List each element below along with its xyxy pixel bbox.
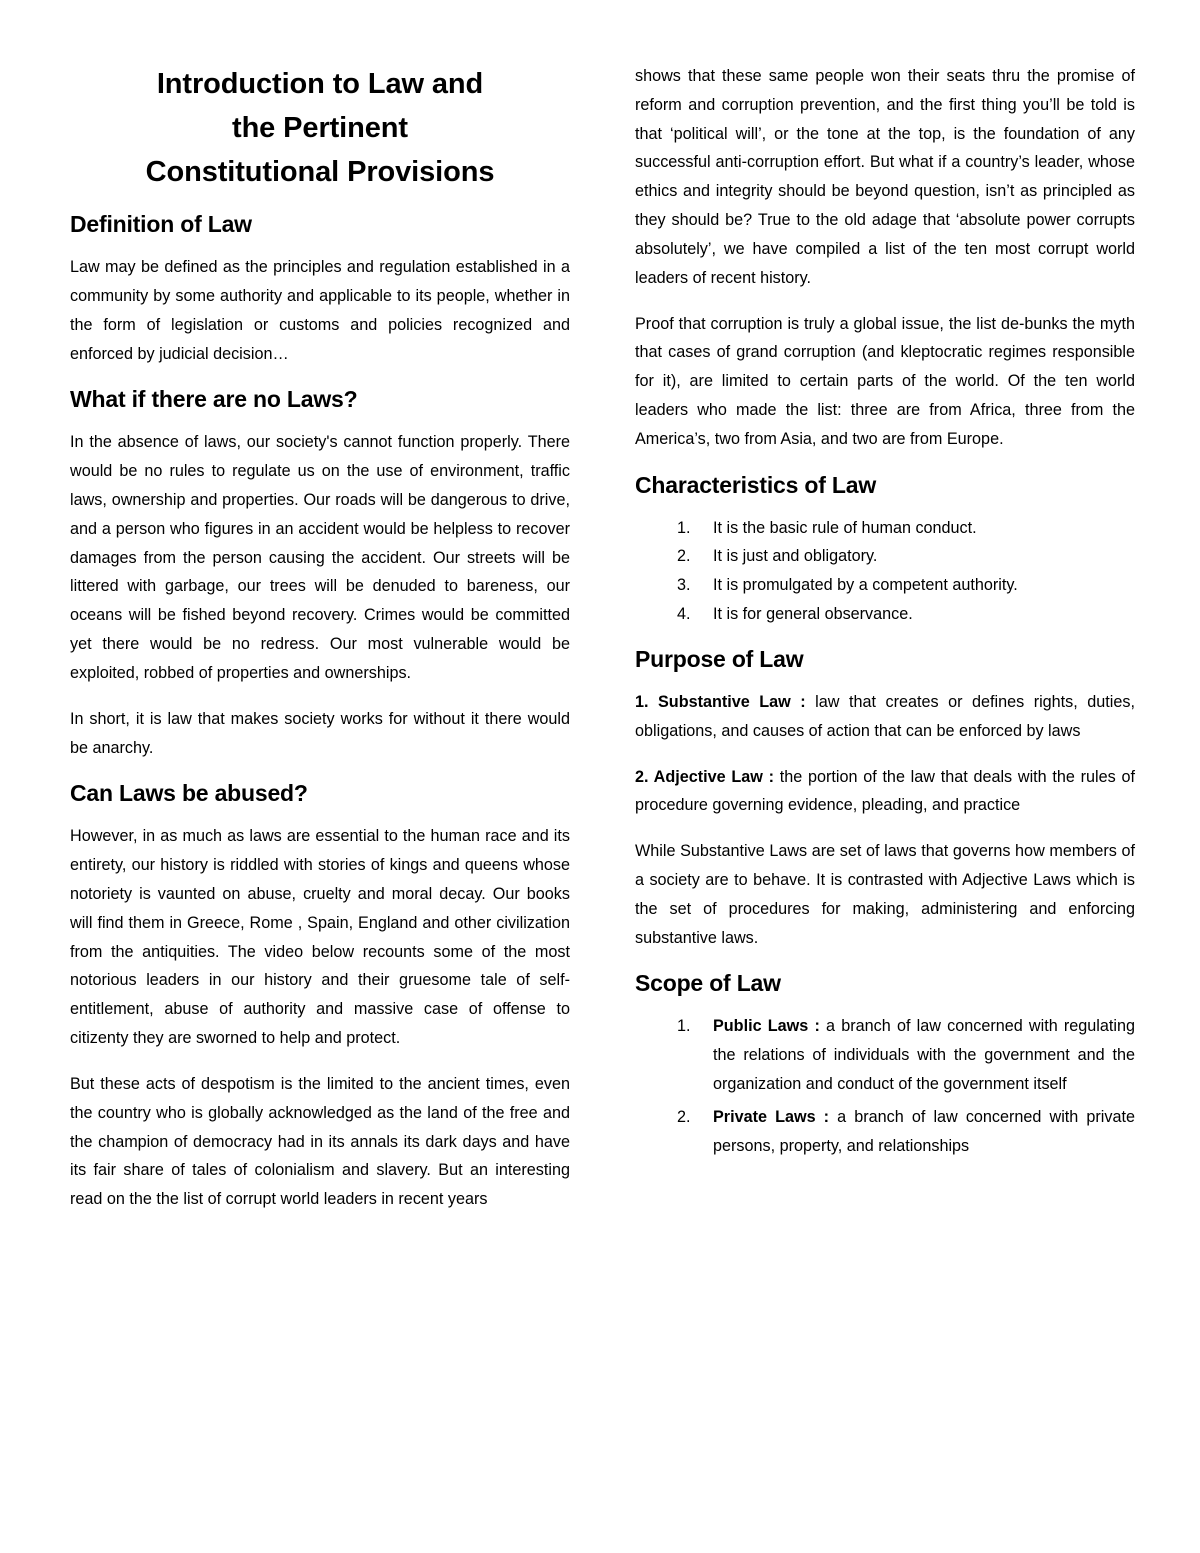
right-column (635, 62, 1135, 1171)
definition-substantive-law: law that creates or defines rights, duties, obligations, and causes of action that can be enforced by laws (635, 692, 1135, 740)
paragraph-laws-abused: However, in as much as laws are essential to the human race and its entirety, our history is riddled with stories of kings and queens whose notoriety is vaunted on abuse, cruelty and moral decay. Our books will find them in Greece, Rome , Spain, England and other civilization from the antiquities. The video below recounts some of the most notorious leaders in our history and their gruesome tale of self-entitlement, abuse of authority and massive case of offense to citizenty they are sworned to help and protect. (70, 827, 570, 1048)
title-line-3: Constitutional Provisions (145, 156, 495, 189)
term-adjective-law: 2. Adjective Law : (635, 767, 780, 786)
term-public-laws: Public Laws : (713, 1017, 827, 1036)
term-substantive-law: 1. Substantive Law : (635, 692, 816, 711)
paragraph-continuation: shows that these same people won their seats thru the promise of reform and corruption prevention, and the first thing you’ll be told is that ‘political will’, or the tone at the top, is the foundation of any successful anti-corruption effort. But what if a country’s leader, whose ethics and integrity should be beyond question, isn’t as principled as they should be? True to the old adage that ‘absolute power corrupts absolutely’, we have compiled a list of the ten most corrupt world leaders of recent history. (635, 67, 1135, 287)
heading-what-if-no-laws: What if there are no Laws? (70, 386, 358, 413)
list-item: It is the basic rule of human conduct. (713, 518, 977, 537)
paragraph-absence-of-laws: In the absence of laws, our society's cannot function properly. There would be no rules to regulate us on the use of environment, traffic laws, ownership and properties. Our roads will be dangerous to drive, and a person who figures in an accident would be helpless to recover damages from the person causing the accident. Our streets will be littered with garbage, our trees will be denuded to bareness, our oceans will be fished beyond recovery. Crimes would be committed yet there would be no redress. Our most vulnerable would be exploited, robbed of properties and ownerships. (70, 433, 570, 682)
list-item: It is for general observance. (713, 605, 913, 624)
list-item (635, 1103, 1135, 1161)
paragraph-substantive-vs-adjective: While Substantive Laws are set of laws that governs how members of a society are to behave. It is contrasted with Adjective Laws which is the set of procedures for making, administering and enforcing substantive laws. (635, 842, 1135, 947)
left-column (70, 62, 570, 1214)
definition-adjective-law: the portion of the law that deals with the rules of procedure governing evidence, pleading, and practice (635, 767, 1135, 815)
paragraph-in-short: In short, it is law that makes society works for without it there would be anarchy. (70, 709, 570, 757)
definition-private-laws: a branch of law concerned with private persons, property, and relationships (713, 1107, 1135, 1155)
title-line-2: the Pertinent (232, 112, 408, 145)
title-line-1: Introduction to Law and (156, 68, 484, 100)
paragraph-substantive-law (635, 688, 1135, 746)
definition-public-laws: a branch of law concerned with regulating the relations of individuals with the government and the organization and conduct of the government itself (713, 1017, 1135, 1094)
two-column-layout (70, 62, 1135, 1214)
list-item (635, 1012, 1135, 1098)
list-item: It is just and obligatory. (713, 547, 878, 566)
heading-characteristics-of-law: Characteristics of Law (635, 471, 877, 498)
heading-definition-of-law: Definition of Law (70, 211, 252, 238)
heading-scope-of-law: Scope of Law (635, 970, 781, 997)
heading-purpose-of-law: Purpose of Law (635, 645, 804, 672)
list-characteristics-of-law (635, 514, 1135, 629)
paragraph-despotism: But these acts of despotism is the limited to the ancient times, even the country who is globally acknowledged as the land of the free and the champion of democracy had in its annals its dark days and have its fair share of tales of colonialism and slavery. But an interesting read on the the list of corrupt world leaders in recent years (70, 1074, 570, 1209)
paragraph-proof-global-issue: Proof that corruption is truly a global issue, the list de-bunks the myth that cases of grand corruption (and kleptocratic regimes responsible for it), are limited to certain parts of the world. Of the ten world leaders who made the list: three are from Africa, three from the America’s, two from Asia, and two are from Europe. (635, 314, 1135, 448)
page-title (70, 62, 570, 194)
list-scope-of-law (635, 1012, 1135, 1160)
term-private-laws: Private Laws : (713, 1107, 838, 1126)
heading-can-laws-be-abused: Can Laws be abused? (70, 780, 308, 807)
paragraph-definition-of-law: Law may be defined as the principles and regulation established in a community by some authority and applicable to its people, whether in the form of legislation or customs and policies recognized and enforced by judicial decision… (70, 258, 570, 363)
list-item: It is promulgated by a competent authority. (713, 576, 1018, 595)
paragraph-adjective-law (635, 763, 1135, 821)
